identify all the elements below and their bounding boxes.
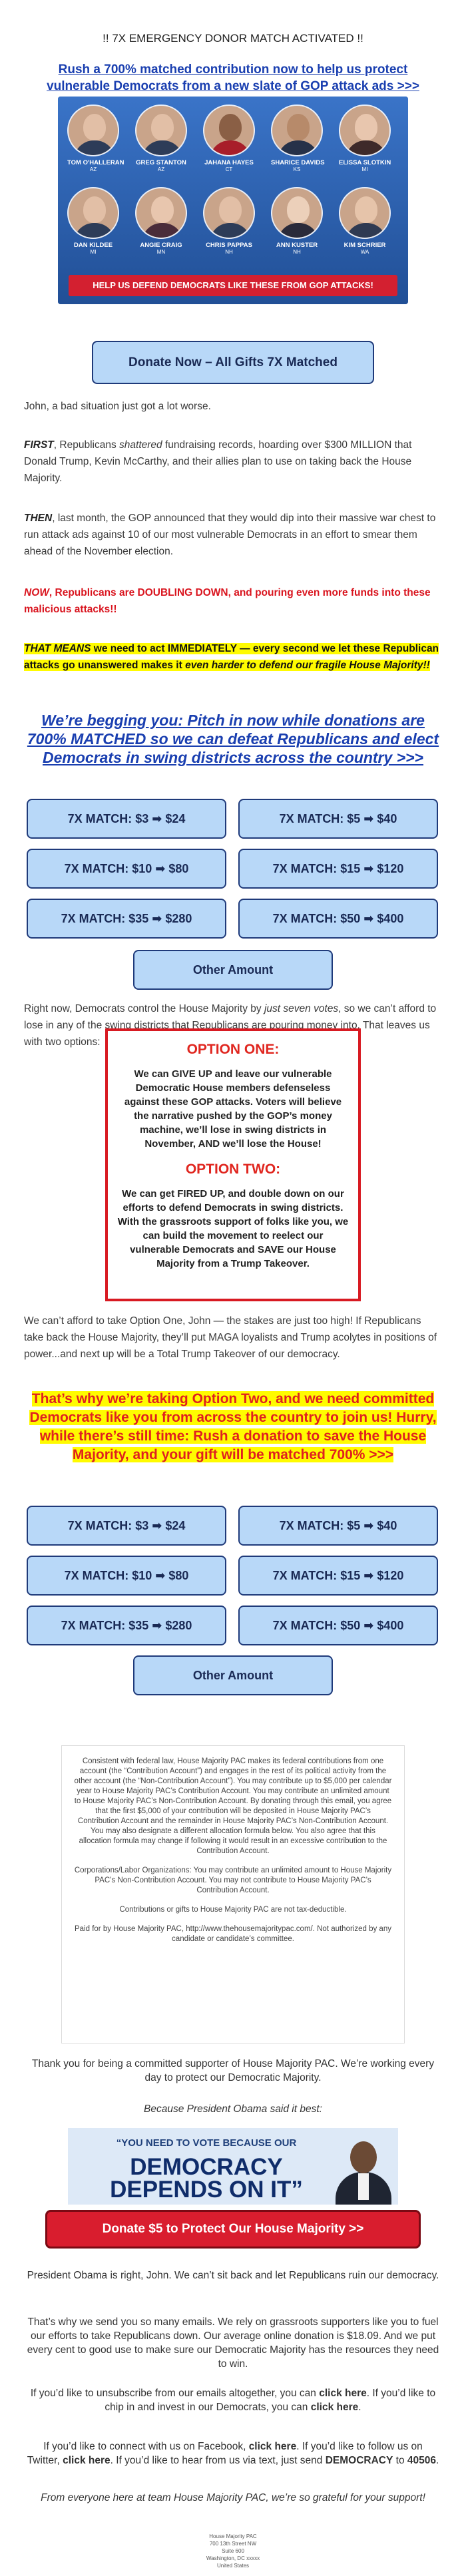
thank-you-text: Thank you for being a committed supporter of House Majority PAC. We’re working every day to protect our Democratic Majority. [31, 2058, 435, 2083]
option-two-title: OPTION TWO: [185, 1162, 281, 1177]
that-means-paragraph: THAT MEANS we need to act IMMEDIATELY — every second we let these Republican attacks go unanswered makes it even harder to defend our fragile House Majority!! [24, 643, 439, 671]
candidate-card: GREG STANTON AZ [135, 105, 187, 172]
now-paragraph: NOW, Republicans are DOUBLING DOWN, and pouring even more funds into these malicious attacks!! [24, 587, 431, 615]
candidate-photo [67, 187, 119, 239]
candidate-card: CHRIS PAPPAS NH [203, 187, 255, 255]
option-two-text: We can get FIRED UP, and double down on our efforts to defend Democrats in swing districts. With the grassroots support of folks like you, we can build the movement to reelect our vulnerable Democrats and SAVE our House Majority from a Trump Takeover. [117, 1188, 349, 1269]
candidate-photo [271, 105, 323, 156]
other-amount-button[interactable]: Other Amount [133, 950, 333, 990]
candidate-banner[interactable] [58, 97, 408, 304]
intro-text: John, a bad situation just got a lot worse. [24, 401, 211, 412]
candidate-photo [339, 187, 391, 239]
cant-afford-paragraph: We can’t afford to take Option One, John — the stakes are just too high! If Republicans take back the House Majority, they’ll put MAGA loyalists and Trump acolytes in positions of power...and next up will be a Total Trump Takeover of our democracy. [24, 1315, 437, 1360]
candidate-photo [271, 187, 323, 239]
obama-intro-text: Because President Obama said it best: [144, 2103, 322, 2115]
match-15-button[interactable]: 7X MATCH: $15 ➡ $120 [238, 849, 438, 889]
candidate-card: ANGIE CRAIG MN [135, 187, 187, 255]
match-10-button[interactable]: 7X MATCH: $10 ➡ $80 [27, 849, 226, 889]
begging-link[interactable]: We’re begging you: Pitch in now while donations are 700% MATCHED so we can defeat Republicans and elect Democrats in swing districts across the country >>> [27, 712, 439, 766]
candidate-photo [203, 187, 255, 239]
banner-cta: HELP US DEFEND DEMOCRATS LIKE THESE FROM GOP ATTACKS! [69, 275, 397, 296]
obama-right-text: President Obama is right, John. We can’t sit back and let Republicans ruin our democracy. [27, 2270, 439, 2281]
match-50-button[interactable]: 7X MATCH: $50 ➡ $400 [238, 1606, 438, 1645]
legal-disclaimer: Consistent with federal law, House Majority PAC makes its federal contributions from one account (the “Contribution Account”) and engages in the rest of its political activity from the other account (the “Non-Contribution Account”). You may contribute up to $5,000 per calendar year to House Majority PAC’s Contribution Account. You may contribute an unlimited amount to House Majority PAC’s Non-Contribution Account. By donating through this email, you agree that the first $5,000 of your contribution will be deposited in House Majority PAC’s Contribution Account and the remainder in House Majority PAC’s Non-Contribution Account. You may also designate a different allocation formula below. You also agree that this allocation formula may change if following it would result in an excessive contribution to the Contribution Account. Corporations/Labor Organizations: You may contribute an unlimited amount to House Majority PAC’s Non-Contribution Account. You may not contribute to House Majority PAC’s Contribution Account. Contributions or gifts to House Majority PAC are not tax-deductible. Paid for by House Majority PAC, http://www.thehousemajoritypac.com/. Not authorized by any candidate or candidate’s committee. [61, 1745, 405, 2043]
candidate-card: ELISSA SLOTKIN MI [339, 105, 391, 172]
match-35-button[interactable]: 7X MATCH: $35 ➡ $280 [27, 1606, 226, 1645]
mailing-address: House Majority PAC 700 13th Street NW Suite 600 Washington, DC xxxxx United States [206, 2533, 260, 2569]
right-now-paragraph: Right now, Democrats control the House Majority by just seven votes, so we can’t afford to lose in any of the swing districts that Republicans are pouring money into. That leaves us with two options: [24, 1003, 437, 1048]
candidate-photo [135, 187, 187, 239]
match-5-button[interactable]: 7X MATCH: $5 ➡ $40 [238, 799, 438, 839]
match-3-button[interactable]: 7X MATCH: $3 ➡ $24 [27, 1506, 226, 1546]
first-paragraph: FIRST, Republicans shattered fundraising records, hoarding over $300 MILLION that Donald Trump, Kevin McCarthy, and their allies plan to use on taking back the House Majority. [24, 439, 412, 484]
unsubscribe-link[interactable]: click here [319, 2388, 367, 2399]
match-3-button[interactable]: 7X MATCH: $3 ➡ $24 [27, 799, 226, 839]
chip-in-link[interactable]: click here [310, 2402, 359, 2413]
donate-5-button[interactable]: Donate $5 to Protect Our House Majority >> [45, 2210, 421, 2249]
social-text: If you’d like to connect with us on Facebook, click here. If you’d like to follow us on Twitter, click here. If you’d like to hear from us via text, just send DEMOCRACY to 40506. [27, 2441, 439, 2466]
obama-quote-image[interactable]: “YOU NEED TO VOTE BECAUSE OUR DEMOCRACY DEPENDS ON IT” [68, 2128, 398, 2205]
signoff-text: From everyone here at team House Majority PAC, we’re so grateful for your support! [41, 2492, 425, 2503]
emergency-headline: !! 7X EMERGENCY DONOR MATCH ACTIVATED !! [103, 32, 363, 45]
why-emails-text: That’s why we send you so many emails. We rely on grassroots supporters like you to fuel our efforts to take Republicans down. Our average online donation is $18.09. And we put every cent to good use to make sure our Democratic Majority has the resources they need to win. [27, 2316, 439, 2370]
candidate-photo [67, 105, 119, 156]
match-10-button[interactable]: 7X MATCH: $10 ➡ $80 [27, 1556, 226, 1596]
facebook-link[interactable]: click here [248, 2441, 297, 2452]
twitter-link[interactable]: click here [63, 2455, 111, 2466]
option-one-text: We can GIVE UP and leave our vulnerable Democratic House members defenseless against these GOP attacks. Voters will believe the narrative pushed by the GOP’s money machine, we’ll lose in swing districts in November, AND we’ll lose the House! [124, 1068, 342, 1150]
option-one-title: OPTION ONE: [186, 1042, 280, 1057]
match-5-button[interactable]: 7X MATCH: $5 ➡ $40 [238, 1506, 438, 1546]
candidate-photo [203, 105, 255, 156]
then-paragraph: THEN, last month, the GOP announced that they would dip into their massive war chest to run attack ads against 10 of our most vulnerable Democrats in an effort to smear them ahead of the November election. [24, 513, 436, 557]
match-35-button[interactable]: 7X MATCH: $35 ➡ $280 [27, 899, 226, 939]
candidate-card: KIM SCHRIER WA [339, 187, 391, 255]
candidate-photo [135, 105, 187, 156]
donate-now-button[interactable]: Donate Now – All Gifts 7X Matched [92, 341, 374, 384]
options-box [105, 1028, 361, 1301]
match-50-button[interactable]: 7X MATCH: $50 ➡ $400 [238, 899, 438, 939]
header-donate-link[interactable]: Rush a 700% matched contribution now to help us protect vulnerable Democrats from a new slate of GOP attack ads >>> [47, 63, 419, 93]
candidate-card: SHARICE DAVIDS KS [271, 105, 323, 172]
candidate-card: TOM O'HALLERAN AZ [67, 105, 119, 172]
obama-photo [333, 2133, 393, 2205]
option-two-cta[interactable]: That’s why we’re taking Option Two, and we need committed Democrats like you from across the country to join us! Hurry, while there’s still time: Rush a donation to save the House Majority, and your gift will be matched 700% >>> [29, 1391, 437, 1462]
unsubscribe-text: If you’d like to unsubscribe from our emails altogether, you can click here. If you’d like to chip in and invest in our Democrats, you can click here. [30, 2388, 436, 2413]
other-amount-button[interactable]: Other Amount [133, 1655, 333, 1695]
candidate-card: DAN KILDEE MI [67, 187, 119, 255]
candidate-photo [339, 105, 391, 156]
match-15-button[interactable]: 7X MATCH: $15 ➡ $120 [238, 1556, 438, 1596]
candidate-card: JAHANA HAYES CT [203, 105, 255, 172]
candidate-card: ANN KUSTER NH [271, 187, 323, 255]
